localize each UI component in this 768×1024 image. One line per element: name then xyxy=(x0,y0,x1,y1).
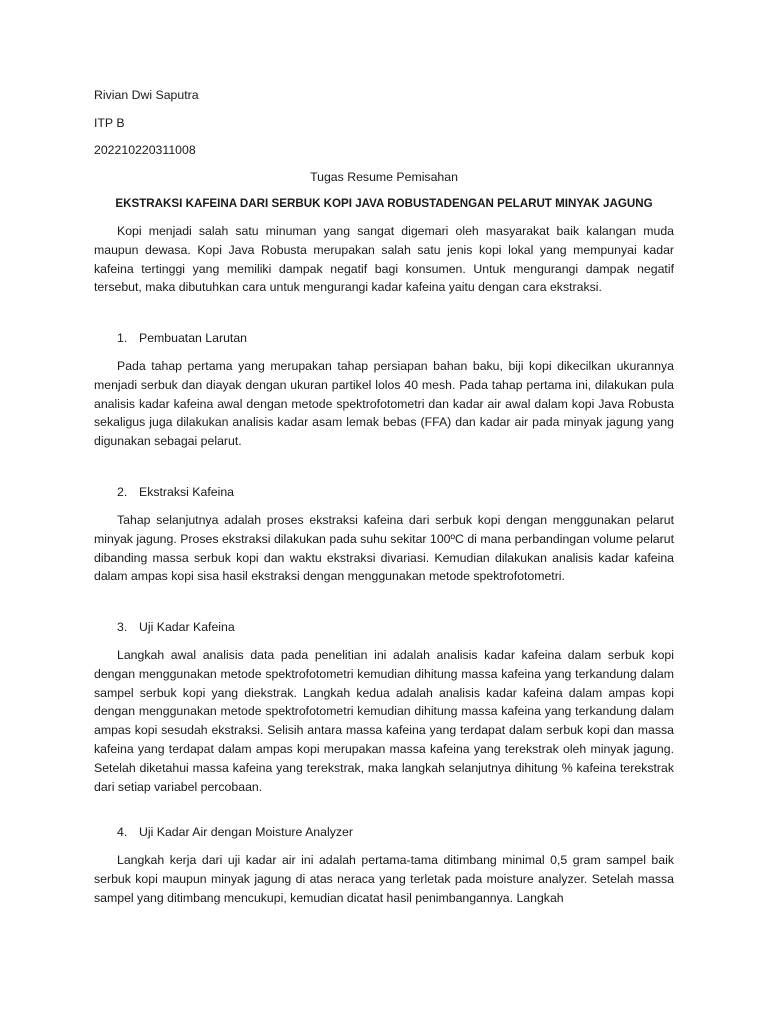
author-name: Rivian Dwi Saputra xyxy=(94,88,199,102)
section-heading-4 xyxy=(117,825,353,839)
section-body-2: Tahap selanjutnya adalah proses ekstraksi kafeina dari serbuk kopi dengan menggunakan pelarut minyak jagung. Proses ekstraksi dilakukan pada suhu sekitar 100ºC di mana perbandingan volume pelarut dibanding massa serbuk kopi dan waktu ekstraksi divariasi. Kemudian dilakukan analisis kadar kafeina dalam ampas kopi sisa hasil ekstraksi dengan menggunakan metode spektrofotometri. xyxy=(94,513,674,584)
section-body-3: Langkah awal analisis data pada penelitian ini adalah analisis kadar kafeina dalam serbuk kopi dengan menggunakan metode spektrofotometri kemudian dihitung massa kafeina yang terkandung dalam sampel serbuk kopi yang diekstrak. Langkah kedua adalah analisis kadar kafeina dalam ampas kopi dengan menggunakan metode spektrofotometri kemudian dihitung massa kafeina yang terkandung dalam ampas kopi sesudah ekstraksi. Selisih antara massa kafeina yang terdapat dalam serbuk kopi dan massa kafeina yang terdapat dalam ampas kopi merupakan massa kafeina yang terekstrak oleh minyak jagung. Setelah diketahui massa kafeina yang terekstrak, maka langkah selanjutnya dihitung % kafeina terekstrak dari setiap variabel percobaan. xyxy=(94,648,674,794)
class-label: ITP B xyxy=(94,116,125,130)
section-heading-text: Uji Kadar Air dengan Moisture Analyzer xyxy=(139,825,353,839)
section-body-1: Pada tahap pertama yang merupakan tahap persiapan bahan baku, biji kopi dikecilkan ukurannya menjadi serbuk dan diayak dengan ukuran partikel lolos 40 mesh. Pada tahap pertama ini, dilakukan pula analisis kadar kafeina awal dengan metode spektrofotometri dan kadar air awal dalam kopi Java Robusta sekaligus juga dilakukan analisis kadar asam lemak bebas (FFA) dan kadar air pada minyak jagung yang digunakan sebagai pelarut. xyxy=(94,359,674,449)
section-number: 2. xyxy=(117,485,128,499)
section-heading-text: Pembuatan Larutan xyxy=(139,331,248,345)
student-id: 202210220311008 xyxy=(94,143,196,157)
section-heading-1 xyxy=(117,331,247,345)
assignment-subtitle: Tugas Resume Pemisahan xyxy=(310,170,458,184)
section-heading-text: Ekstraksi Kafeina xyxy=(139,485,235,499)
intro-paragraph: Kopi menjadi salah satu minuman yang sangat digemari oleh masyarakat baik kalangan muda maupun dewasa. Kopi Java Robusta merupakan salah satu jenis kopi lokal yang mempunyai kadar kafeina tertinggi yang memiliki dampak negatif bagi konsumen. Untuk mengurangi dampak negatif tersebut, maka dibutuhkan cara untuk mengurangi kadar kafeina yaitu dengan cara ekstraksi. xyxy=(94,224,674,295)
section-number: 3. xyxy=(117,620,128,634)
section-heading-text: Uji Kadar Kafeina xyxy=(139,620,235,634)
section-body-4: Langkah kerja dari uji kadar air ini adalah pertama-tama ditimbang minimal 0,5 gram sampel baik serbuk kopi maupun minyak jagung di atas neraca yang terletak pada moisture analyzer. Setelah massa sampel yang ditimbang mencukupi, kemudian dicatat hasil penimbangannya. Langkah xyxy=(94,853,674,905)
section-heading-3 xyxy=(117,620,235,634)
section-number: 4. xyxy=(117,825,128,839)
document-title: EKSTRAKSI KAFEINA DARI SERBUK KOPI JAVA ROBUSTADENGAN PELARUT MINYAK JAGUNG xyxy=(115,197,653,210)
section-number: 1. xyxy=(117,331,128,345)
section-heading-2 xyxy=(117,485,234,499)
